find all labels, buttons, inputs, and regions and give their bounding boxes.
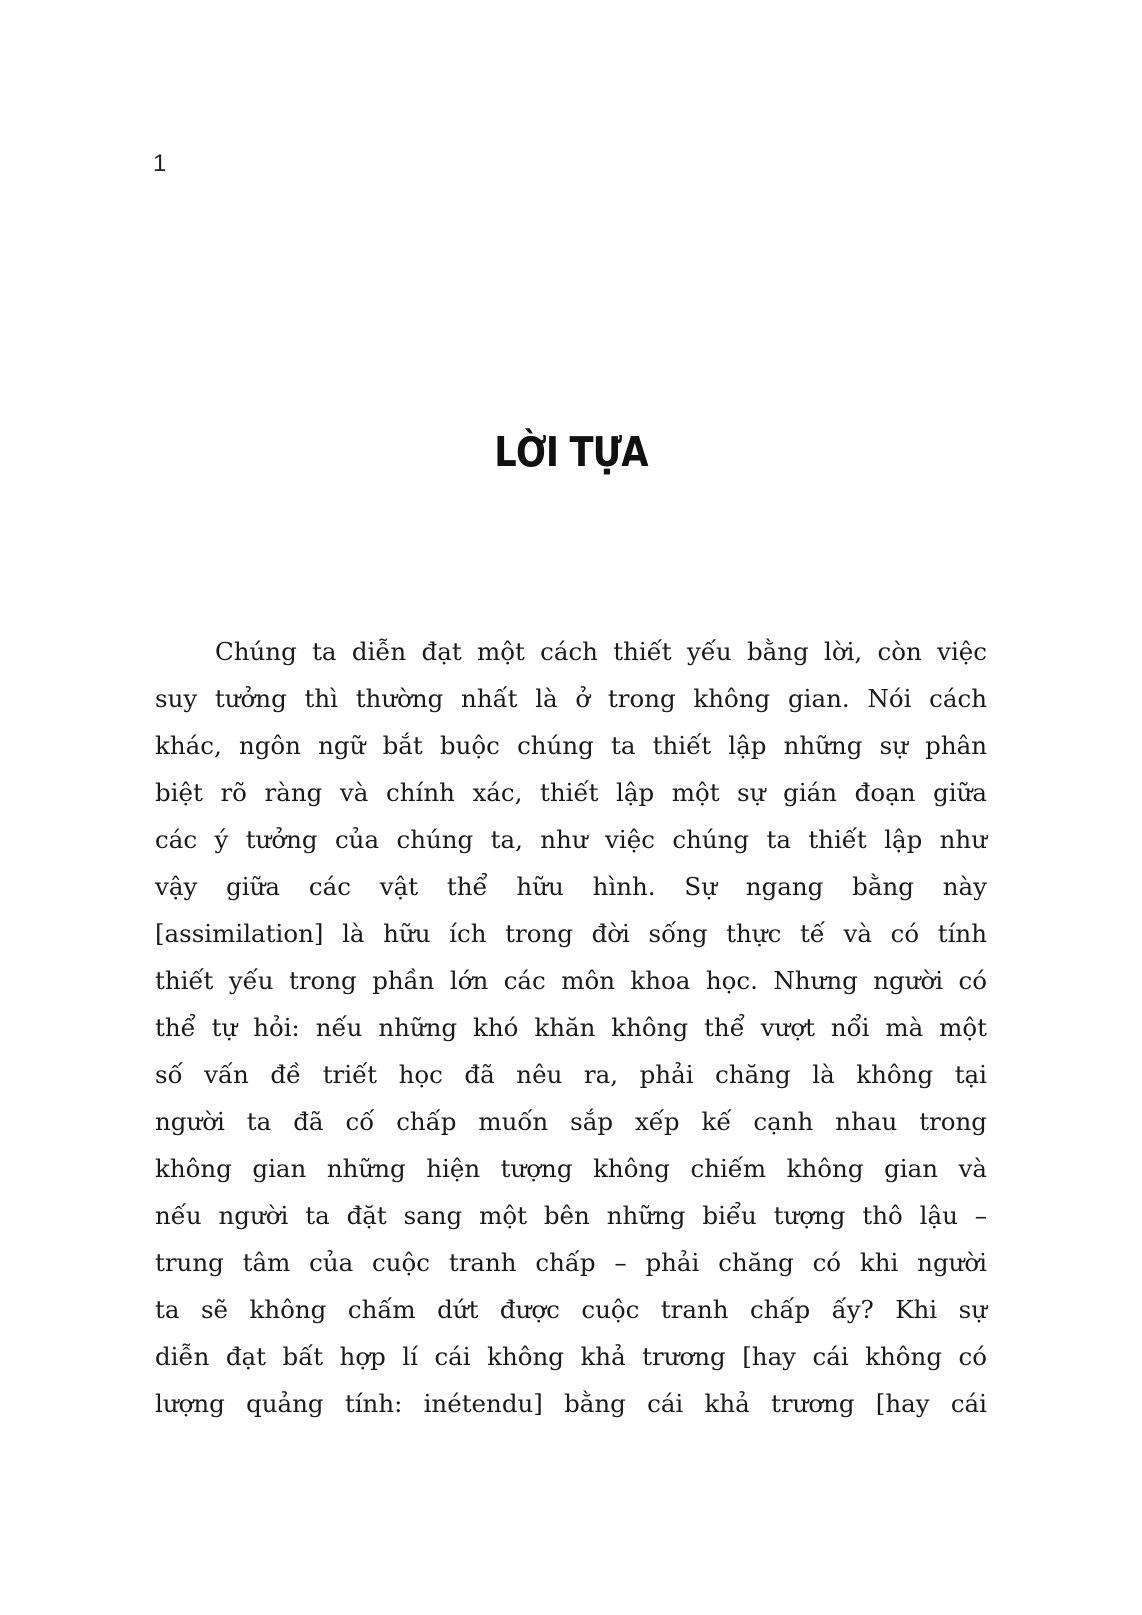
- text-line: lượng quảng tính: inétendu] bằng cái khả trương [hay cái: [155, 1389, 987, 1418]
- text-line: nếu người ta đặt sang một bên những biểu tượng thô lậu –: [155, 1201, 987, 1230]
- text-line: thể tự hỏi: nếu những khó khăn không thể vượt nổi mà một: [155, 1013, 987, 1042]
- text-line: diễn đạt bất hợp lí cái không khả trương [hay cái không có: [155, 1342, 987, 1371]
- text-line: trung tâm của cuộc tranh chấp – phải chăng có khi người: [155, 1248, 987, 1277]
- text-line: khác, ngôn ngữ bắt buộc chúng ta thiết lập những sự phân: [155, 731, 987, 760]
- text-line: không gian những hiện tượng không chiếm không gian và: [155, 1154, 987, 1183]
- text-line: thiết yếu trong phần lớn các môn khoa học. Nhưng người có: [155, 966, 987, 995]
- text-line: suy tưởng thì thường nhất là ở trong không gian. Nói cách: [155, 684, 987, 713]
- text-line: người ta đã cố chấp muốn sắp xếp kế cạnh nhau trong: [155, 1107, 987, 1136]
- page-number: 1: [153, 150, 167, 177]
- text-line: [assimilation] là hữu ích trong đời sống thực tế và có tính: [155, 919, 987, 948]
- text-line: các ý tưởng của chúng ta, như việc chúng ta thiết lập như: [155, 825, 987, 854]
- body-paragraph: [155, 628, 987, 1427]
- text-line: ta sẽ không chấm dứt được cuộc tranh chấp ấy? Khi sự: [155, 1295, 987, 1324]
- text-line: vậy giữa các vật thể hữu hình. Sự ngang bằng này: [155, 872, 987, 901]
- text-line: số vấn đề triết học đã nêu ra, phải chăng là không tại: [155, 1060, 987, 1089]
- text-line: biệt rõ ràng và chính xác, thiết lập một sự gián đoạn giữa: [155, 778, 987, 807]
- text-line: Chúng ta diễn đạt một cách thiết yếu bằng lời, còn việc: [215, 637, 987, 666]
- chapter-title: LỜI TỰA: [494, 428, 648, 476]
